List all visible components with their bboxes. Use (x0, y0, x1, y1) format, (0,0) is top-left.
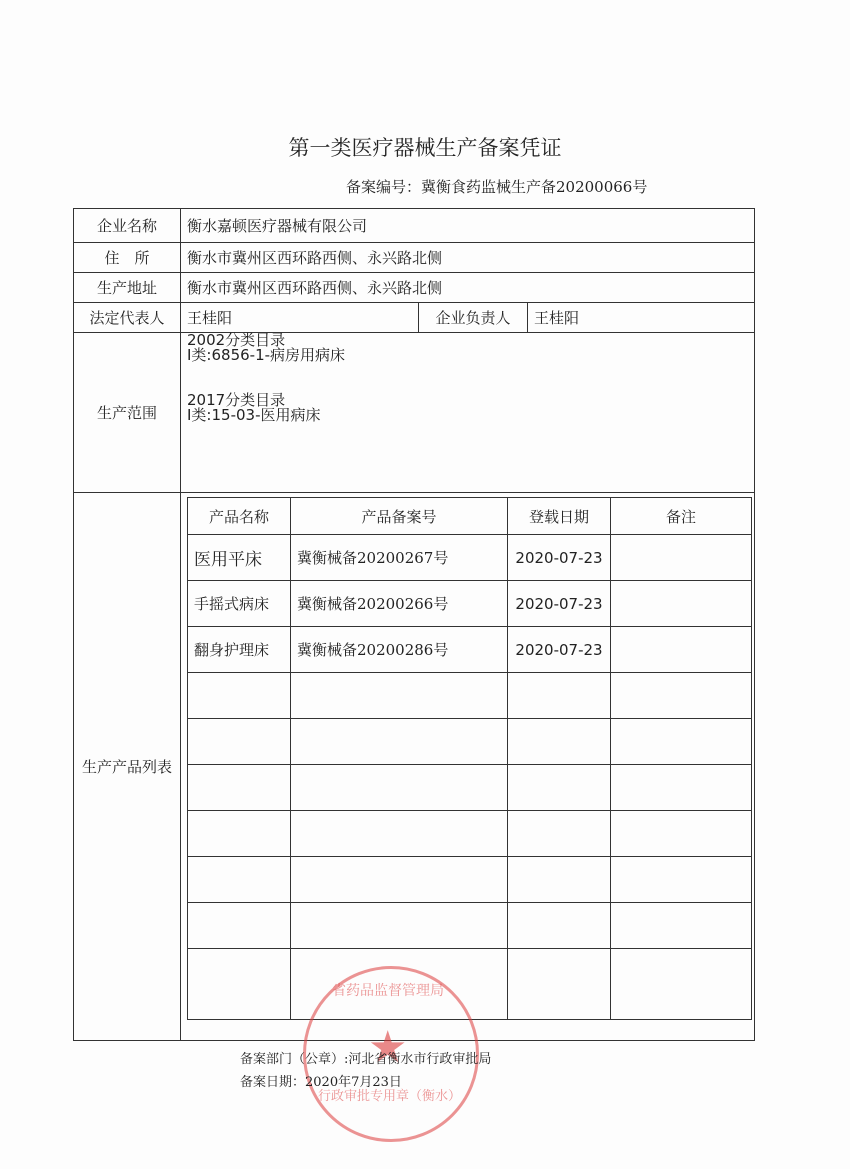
product-number: 冀衡械备20200286号 (291, 627, 508, 673)
product-note (611, 581, 752, 627)
col-date: 登载日期 (508, 498, 611, 535)
seal-text-bottom: 行政审批专用章（衡水） (318, 1089, 462, 1104)
product-name: 医用平床 (188, 535, 291, 581)
legal-rep-value: 王桂阳 (181, 303, 419, 333)
empty-row (188, 719, 752, 765)
empty-row (188, 949, 752, 1020)
empty-row (188, 903, 752, 949)
site-value: 衡水市冀州区西环路西侧、永兴路北侧 (181, 273, 755, 303)
scope-line: Ⅰ类:6856-1-病房用病床 (187, 346, 346, 364)
head-label: 企业负责人 (419, 303, 528, 333)
residence-label: 住 所 (74, 243, 181, 273)
empty-row (188, 811, 752, 857)
product-number: 冀衡械备20200267号 (291, 535, 508, 581)
company-label: 企业名称 (74, 209, 181, 243)
table-row (188, 535, 752, 581)
scope-line: Ⅰ类:15-03-医用病床 (187, 406, 321, 424)
scope-line: 2002分类目录 (187, 331, 286, 349)
legal-rep-label: 法定代表人 (74, 303, 181, 333)
filing-date: 备案日期：2020年7月23日 (240, 1075, 402, 1090)
head-value: 王桂阳 (528, 303, 755, 333)
empty-row (188, 765, 752, 811)
product-note (611, 535, 752, 581)
scope-label: 生产范围 (74, 333, 181, 493)
empty-row (188, 673, 752, 719)
table-row (188, 627, 752, 673)
product-date: 2020-07-23 (508, 627, 611, 673)
product-name: 手摇式病床 (188, 581, 291, 627)
site-label: 生产地址 (74, 273, 181, 303)
col-number: 产品备案号 (291, 498, 508, 535)
product-number: 冀衡械备20200266号 (291, 581, 508, 627)
record-number: 备案编号：冀衡食药监械生产备20200066号 (346, 178, 648, 196)
col-note: 备注 (611, 498, 752, 535)
scope-value (181, 333, 755, 493)
product-note (611, 627, 752, 673)
residence-value: 衡水市冀州区西环路西侧、永兴路北侧 (181, 243, 755, 273)
products-table (187, 497, 752, 1020)
col-name: 产品名称 (188, 498, 291, 535)
seal-star-icon: ★ (368, 1022, 408, 1073)
company-value: 衡水嘉顿医疗器械有限公司 (181, 209, 755, 243)
table-row (188, 581, 752, 627)
product-name: 翻身护理床 (188, 627, 291, 673)
scope-line: 2017分类目录 (187, 391, 286, 409)
product-date: 2020-07-23 (508, 581, 611, 627)
product-date: 2020-07-23 (508, 535, 611, 581)
page-title: 第一类医疗器械生产备案凭证 (288, 136, 562, 160)
filing-department: 备案部门（公章）:河北省衡水市行政审批局 (240, 1052, 492, 1067)
seal-text-top: 省药品监督管理局 (332, 983, 444, 999)
empty-row (188, 857, 752, 903)
products-label: 生产产品列表 (74, 493, 181, 1041)
